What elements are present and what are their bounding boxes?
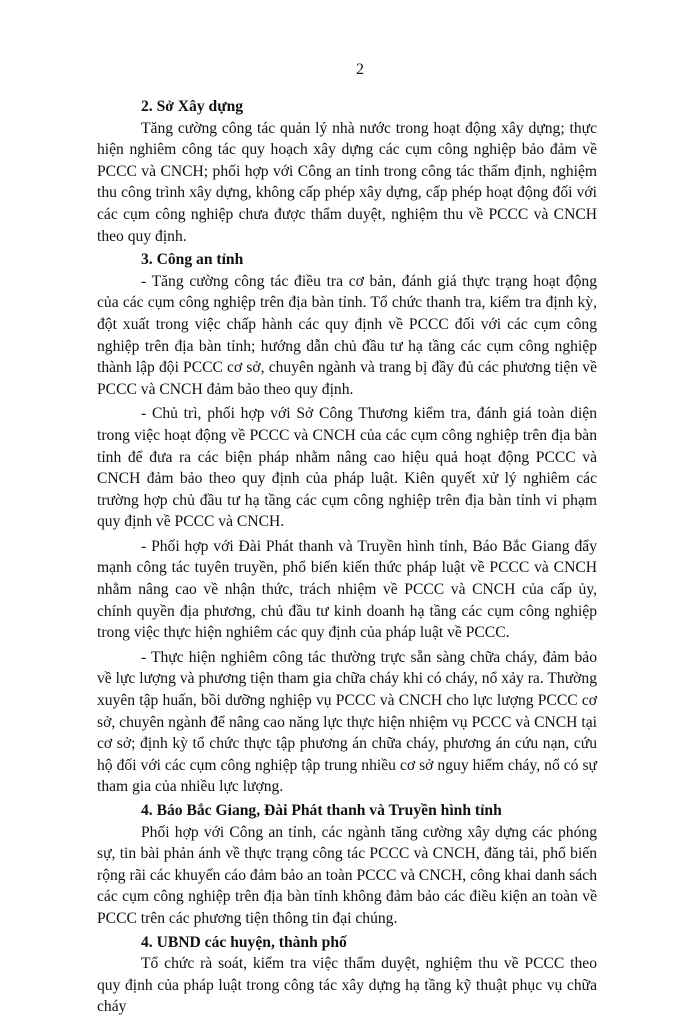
document-body bbox=[97, 94, 597, 1018]
section-heading: 2. Sở Xây dựng bbox=[141, 98, 244, 115]
section-construction-department bbox=[97, 96, 597, 247]
section-district-committees bbox=[97, 932, 597, 1018]
section-heading: 4. Báo Bắc Giang, Đài Phát thanh và Truyền hình tỉnh bbox=[141, 802, 502, 819]
section-paragraph: - Tăng cường công tác điều tra cơ bản, đánh giá thực trạng hoạt động của các cụm công nghiệp trên địa bàn tỉnh. Tổ chức thanh tra, kiểm tra định kỳ, đột xuất trong việc chấp hành các quy định về PCCC đối với các cụm công nghiệp trên địa bàn tỉnh; hướng dẫn chủ đầu tư hạ tầng các cụm công nghiệp thành lập đội PCCC cơ sở, chuyên ngành và trang bị đầy đủ các phương tiện về PCCC và CNCH đảm bảo theo quy định. bbox=[97, 272, 597, 398]
section-paragraph: - Phối hợp với Đài Phát thanh và Truyền hình tỉnh, Báo Bắc Giang đẩy mạnh công tác tuyên truyền, phổ biến kiến thức pháp luật về PCCC và CNCH nhằm nâng cao về nhận thức, trách nhiệm về PCCC và CNCH của cấp ủy, chính quyền địa phương, chủ đầu tư kinh doanh hạ tầng các cụm công nghiệp trong việc thực hiện nghiêm các quy định của pháp luật về PCCC. bbox=[97, 537, 597, 642]
section-media bbox=[97, 800, 597, 930]
section-heading: 4. UBND các huyện, thành phố bbox=[141, 933, 347, 951]
section-heading: 3. Công an tỉnh bbox=[141, 251, 244, 269]
section-paragraph: Tổ chức rà soát, kiểm tra việc thẩm duyệt, nghiệm thu về PCCC theo quy định của pháp luật trong công tác xây dựng hạ tầng kỹ thuật phục vụ chữa cháy bbox=[97, 955, 597, 1016]
page-number: 2 bbox=[356, 61, 364, 78]
section-paragraph: Phối hợp với Công an tỉnh, các ngành tăng cường xây dựng các phóng sự, tin bài phản ánh về thực trạng công tác PCCC và CNCH, đăng tải, phổ biến rộng rãi các khuyến cáo đảm bảo an toàn PCCC và CNCH, công khai danh sách các cụm công nghiệp trên địa bàn tỉnh không đảm bảo các điều kiện an toàn về PCCC trên các phương tiện thông tin đại chúng. bbox=[97, 823, 597, 927]
section-provincial-police bbox=[97, 249, 597, 798]
section-paragraph: Tăng cường công tác quản lý nhà nước trong hoạt động xây dựng; thực hiện nghiêm công tác quy hoạch xây dựng các cụm công nghiệp bảo đảm về PCCC và CNCH; phối hợp với Công an tỉnh trong công tác thẩm định, nghiệm thu công trình xây dựng, không cấp phép xây dựng, cấp phép hoạt động đối với các cụm công nghiệp chưa được thẩm duyệt, nghiệm thu về PCCC và CNCH theo quy định. bbox=[97, 119, 597, 245]
section-paragraph: - Chủ trì, phối hợp với Sở Công Thương kiểm tra, đánh giá toàn diện trong việc hoạt động về PCCC và CNCH của các cụm công nghiệp trên địa bàn tỉnh để đưa ra các biện pháp nhằm nâng cao hiệu quả hoạt động PCCC và CNCH đảm bảo theo quy định của pháp luật. Kiên quyết xử lý nghiêm các trường hợp chủ đầu tư hạ tầng các cụm công nghiệp trên địa bàn tỉnh vi phạm quy định về PCCC và CNCH. bbox=[97, 405, 597, 531]
section-paragraph: - Thực hiện nghiêm công tác thường trực sẵn sàng chữa cháy, đảm bảo về lực lượng và phương tiện tham gia chữa cháy khi có cháy, nổ xảy ra. Thường xuyên tập huấn, bồi dưỡng nghiệp vụ PCCC và CNCH cho lực lượng PCCC cơ sở, chuyên ngành để nâng cao năng lực thực hiện nhiệm vụ PCCC và CNCH tại cơ sở; định kỳ tổ chức thực tập phương án chữa cháy, phương án cứu nạn, cứu hộ đối với các cụm công nghiệp tập trung nhiều cơ sở nguy hiểm cháy, nổ có sự tham gia của nhiều lực lượng. bbox=[97, 648, 597, 796]
